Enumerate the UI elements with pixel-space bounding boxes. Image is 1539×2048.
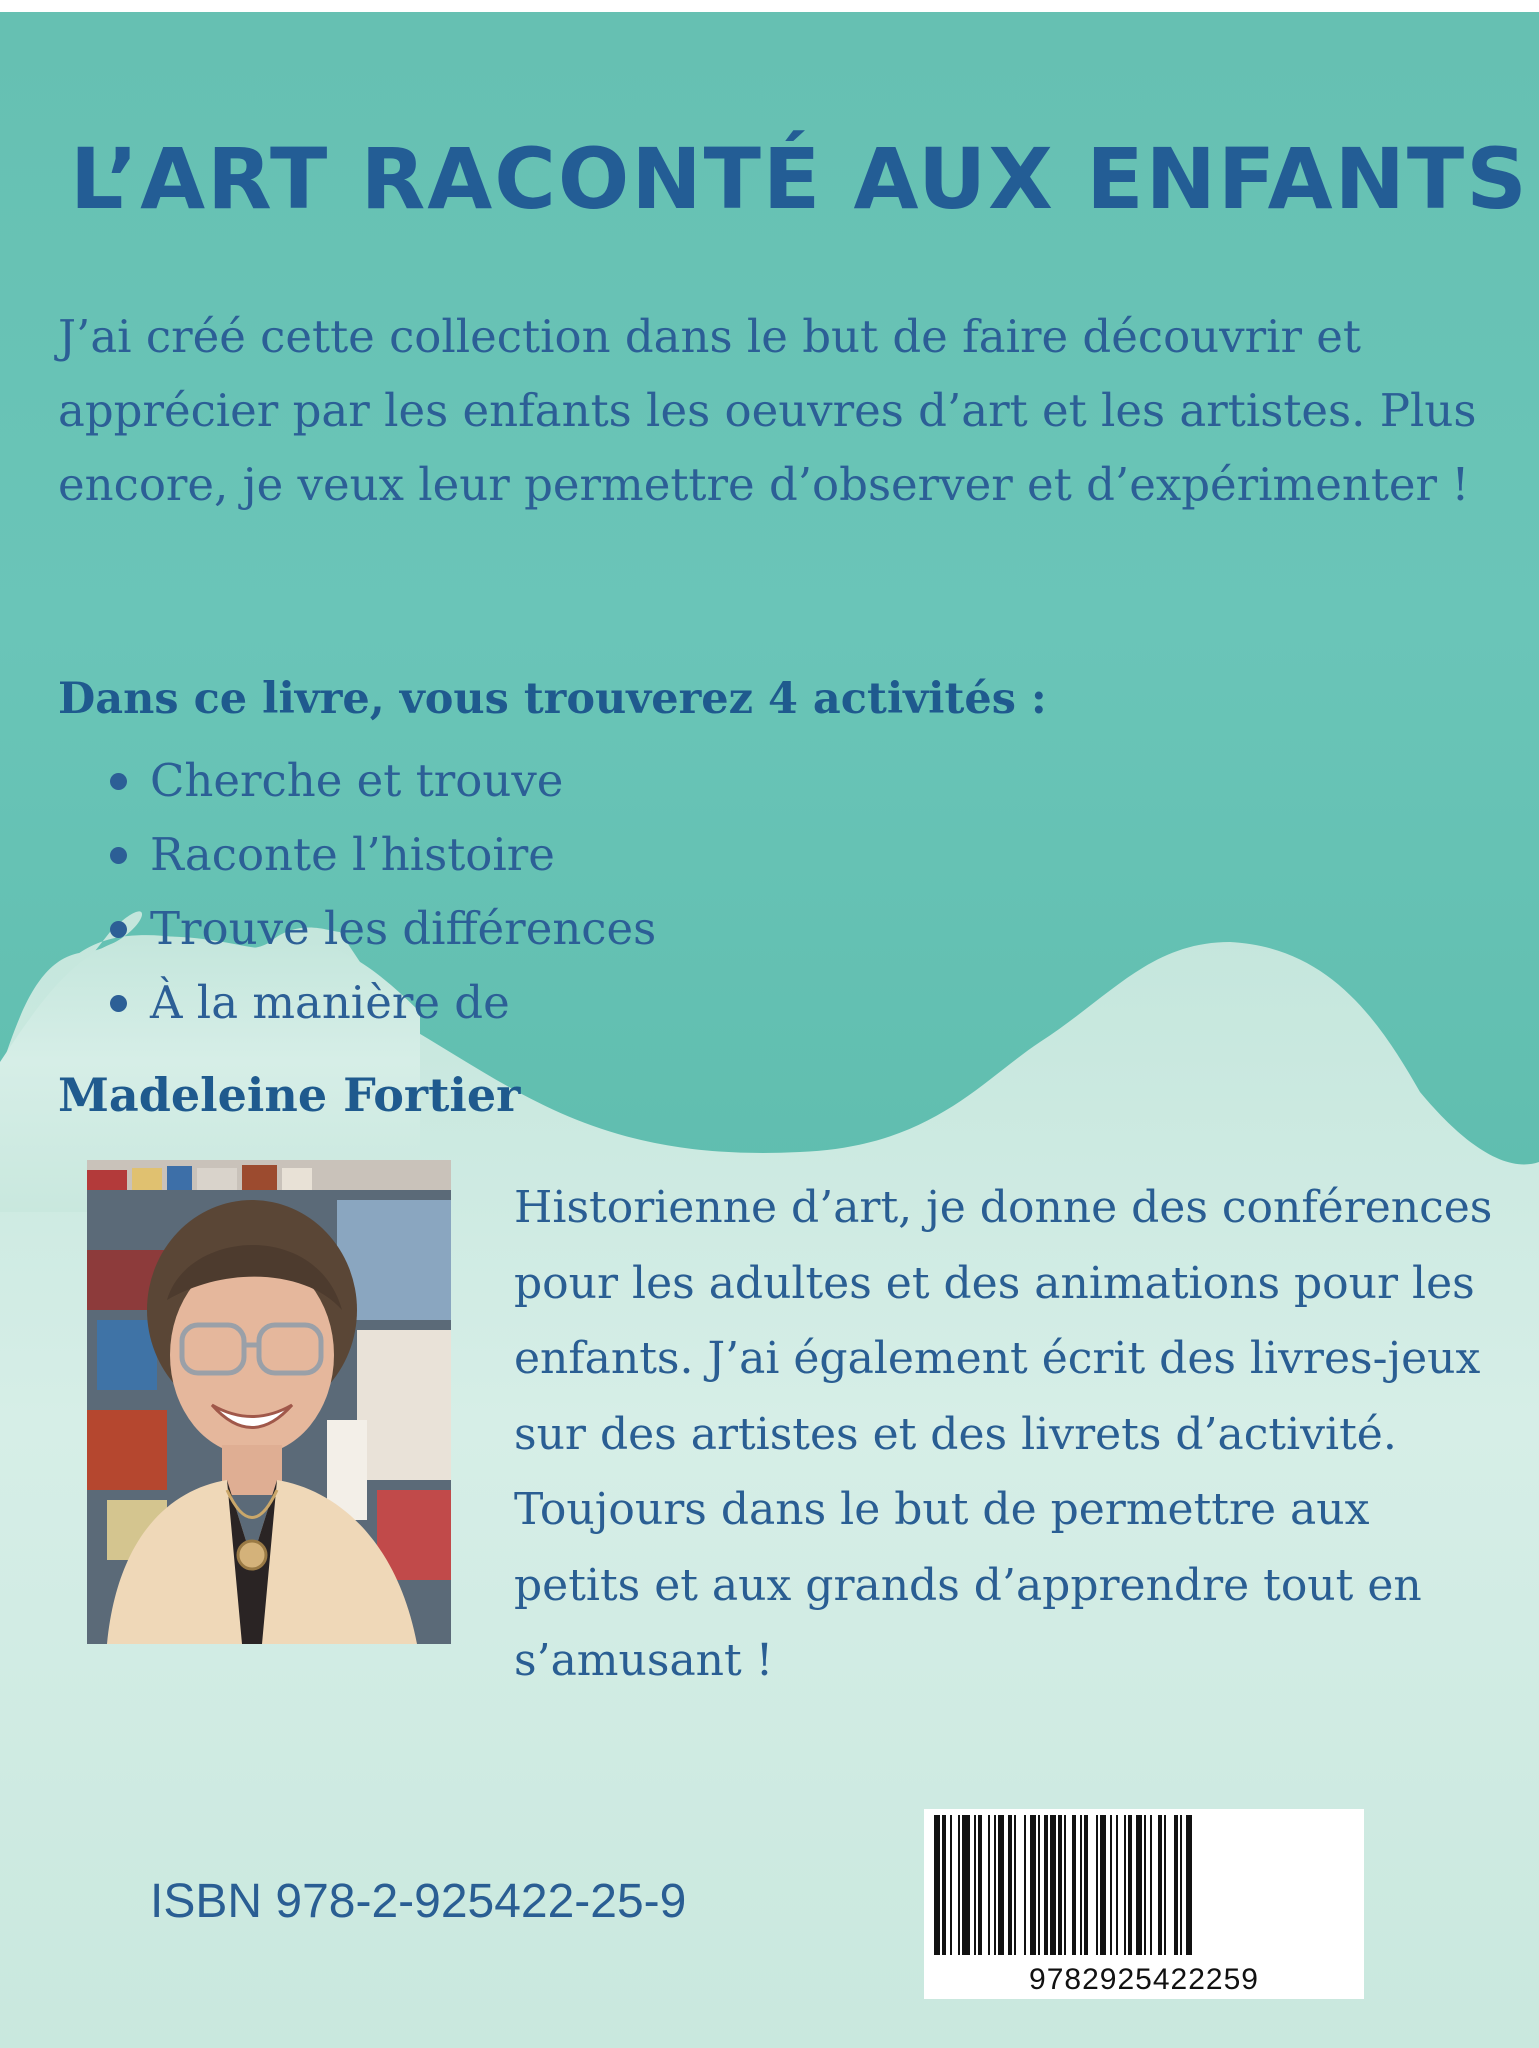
activity-label: Trouve les différences: [150, 902, 657, 955]
barcode-bar: [1030, 1815, 1036, 1955]
activities-list: [58, 744, 958, 1040]
barcode-bar: [1174, 1815, 1178, 1955]
bullet-icon: [110, 847, 127, 864]
list-item: [58, 744, 958, 818]
barcode-bar: [974, 1815, 976, 1955]
barcode-bar: [1014, 1815, 1016, 1955]
barcode-bar: [998, 1815, 1004, 1955]
barcode-bar: [1158, 1815, 1162, 1955]
bullet-icon: [110, 921, 127, 938]
barcode-bar: [1150, 1815, 1152, 1955]
bullet-icon: [110, 995, 127, 1012]
barcode-bar: [1064, 1815, 1066, 1955]
barcode-bar: [934, 1815, 940, 1955]
barcode-bar: [1124, 1815, 1126, 1955]
author-photo: [87, 1160, 451, 1644]
barcode-bar: [1136, 1815, 1142, 1955]
barcode-bar: [1058, 1815, 1062, 1955]
list-item: [58, 966, 958, 1040]
author-portrait-illustration: [87, 1160, 451, 1644]
barcode-bar: [1050, 1815, 1056, 1955]
barcode-bar: [1024, 1815, 1026, 1955]
book-series-title: L’ART RACONTÉ AUX ENFANTS: [70, 130, 1529, 228]
barcode-bar: [978, 1815, 982, 1955]
barcode-bar: [950, 1815, 952, 1955]
barcode-bar: [994, 1815, 996, 1955]
barcode-bar: [1008, 1815, 1012, 1955]
barcode-bar: [1072, 1815, 1076, 1955]
barcode-bar: [958, 1815, 960, 1955]
activity-label: À la manière de: [150, 976, 510, 1029]
activity-label: Raconte l’histoire: [150, 828, 555, 881]
collection-intro-text: J’ai créé cette collection dans le but de faire découvrir et apprécier par les enfants les oeuvres d’art et les artistes. Plus encore, je veux leur permettre d’observer et d’expérimenter !: [58, 310, 1477, 511]
back-cover: [0, 12, 1539, 2048]
barcode-bar: [988, 1815, 990, 1955]
barcode-bar: [1116, 1815, 1118, 1955]
bullet-icon: [110, 773, 127, 790]
barcode-bar: [1038, 1815, 1040, 1955]
barcode: [924, 1809, 1364, 1999]
barcode-bars: [924, 1809, 1364, 1959]
list-item: [58, 818, 958, 892]
barcode-bar: [1164, 1815, 1166, 1955]
barcode-bar: [1128, 1815, 1132, 1955]
author-biography: Historienne d’art, je donne des conférences pour les adultes et des animations pour les enfants. J’ai également écrit des livres-jeux sur des artistes et des livrets d’activité. Toujours dans le but de permettre aux petits et aux grands d’apprendre tout en s’amusant !: [514, 1182, 1493, 1686]
list-item: [58, 892, 958, 966]
activity-label: Cherche et trouve: [150, 754, 564, 807]
activities-heading: Dans ce livre, vous trouverez 4 activités :: [58, 674, 1047, 724]
barcode-bar: [1044, 1815, 1048, 1955]
barcode-bar: [1084, 1815, 1088, 1955]
barcode-bar: [1096, 1815, 1098, 1955]
isbn-label: ISBN 978-2-925422-25-9: [150, 1875, 687, 1928]
barcode-number: 9782925422259: [1029, 1963, 1259, 1996]
barcode-bar: [1180, 1815, 1182, 1955]
barcode-bar: [942, 1815, 946, 1955]
barcode-bar: [1100, 1815, 1106, 1955]
author-name: Madeleine Fortier: [58, 1068, 521, 1122]
barcode-bar: [1080, 1815, 1082, 1955]
barcode-bar: [1186, 1815, 1192, 1955]
barcode-bar: [962, 1815, 970, 1955]
barcode-bar: [1110, 1815, 1112, 1955]
barcode-bar: [1144, 1815, 1146, 1955]
